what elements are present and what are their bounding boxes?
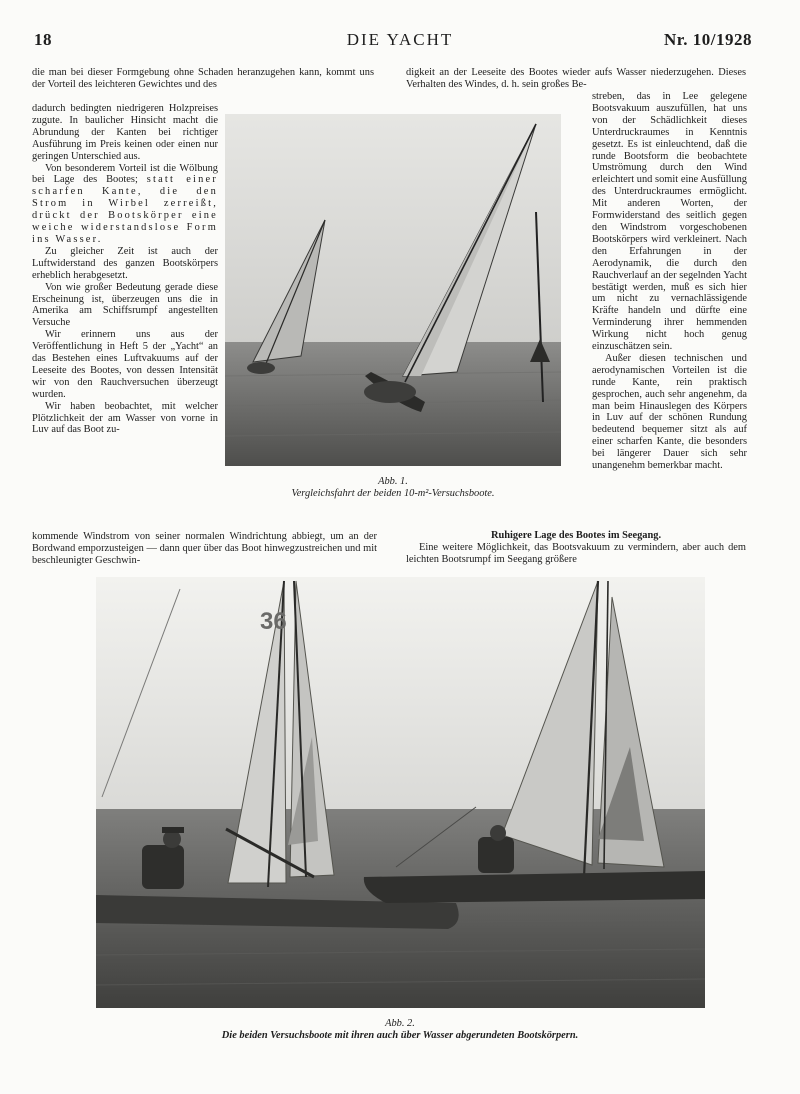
paragraph: Eine weitere Möglichkeit, das Bootsvakuum zu vermindern, aber auch dem leichten Bootsrumpf im Seegang größere <box>406 541 746 565</box>
issue-number: Nr. 10/1928 <box>664 30 752 49</box>
right-bottom-text <box>406 530 746 566</box>
paragraph: dadurch bedingten niedrigeren Holzpreises zugute. In baulicher Hinsicht macht die Abrundung der Kanten bei richtiger Ausführung im Preis keinen oder einen nur geringen Unterschied aus. <box>32 103 218 162</box>
paragraph: kommende Windstrom von seiner normalen Windrichtung abbiegt, um an der Bordwand emporzusteigen — dann quer über das Boot hinwegzustreichen und mit beschleunigter Geschwin- <box>32 531 377 566</box>
paragraph: Wir erinnern uns aus der Veröffentlichung in Heft 5 der „Yacht“ an das Bestehen eines Luftvakuums auf der Leeseite des Bootes, von dessen Intensität wir von den Rauchversuchen überzeugt wurden. <box>32 329 218 400</box>
sail-number: 36 <box>260 608 287 635</box>
paragraph: Von wie großer Bedeutung gerade diese Erscheinung ist, überzeugen uns die in Amerika am Schiffsrumpf angestellten Versuche <box>32 281 218 329</box>
figure-1-photo <box>225 114 561 466</box>
paragraph: Wir haben beobachtet, mit welcher Plötzlichkeit der am Wasser von vorne in Luv auf das Boot zu- <box>32 400 218 436</box>
left-top-text <box>32 67 374 91</box>
figure-1-caption <box>225 476 561 500</box>
right-column <box>592 91 747 472</box>
page-number: 18 <box>34 30 52 49</box>
figure-1-label: Abb. 1. <box>378 476 408 487</box>
section-subheading: Ruhigere Lage des Bootes im Seegang. <box>490 530 662 541</box>
paragraph: Außer diesen technischen und aerodynamischen Vorteilen ist die runde Kante, rein praktisch gesprochen, auch sehr angenehm, da man beim Hinauslegen des Körpers in Luv auf der schönen Rundung bedeutend bequemer sitzt als auf einer scharfen Kante, die besonders bei längerer Dauer sich sehr unangenehm bemerkbar macht. <box>592 352 747 472</box>
journal-title: DIE YACHT <box>346 30 454 49</box>
figure-2-photo <box>96 577 705 1008</box>
left-bottom-text <box>32 531 377 567</box>
paragraph: die man bei dieser Formgebung ohne Schaden heranzugehen kann, kommt uns der Vorteil des leichteren Gewichtes und des <box>32 67 374 90</box>
paragraph: Von besonderem Vorteil ist die Wölbung bei Lage des Bootes; statt einer scharfen Kante, die den Strom in Wirbel zerreißt, drückt der Bootskörper eine weiche widerstandslose Form ins Wasser. <box>32 162 218 245</box>
paragraph: digkeit an der Leeseite des Bootes wieder aufs Wasser niederzugehen. Dieses Verhalten des Windes, d. h. sein großes Be- <box>406 67 746 90</box>
figure-2-caption-text: Die beiden Versuchsboote mit ihren auch über Wasser abgerundeten Bootskörpern. <box>221 1030 579 1041</box>
paragraph: streben, das in Lee gelegene Bootsvakuum auszufüllen, hat uns von der Schädlichkeit dieses Unterdruckraumes in Kenntnis gesetzt. Es ist einleuchtend, daß die runde Bootsform die beobachtete Umströmung durch den Wind erleichtert und somit eine Ausfüllung des Unterdruckraumes ermöglicht. Mit anderen Worten, der Formwiderstand des seitlich gegen den Windstrom vorgeschobenen Bootskörpers wird verkleinert. Nach den Erfahrungen in der Aerodynamik, die durch den Rauchverlauf an der segelnden Yacht bestätigt werden, muß es sich hier um nicht zu vernachlässigende Kräfte handeln und dürfte eine Verminderung ihrer hemmenden Wirkung nicht hoch genug einzuschätzen sein. <box>592 91 747 353</box>
figure-1-caption-text: Vergleichsfahrt der beiden 10-m²-Versuchsboote. <box>291 488 495 499</box>
figure-2-label: Abb. 2. <box>385 1018 415 1029</box>
paragraph: Zu gleicher Zeit ist auch der Luftwiderstand des ganzen Bootskörpers erheblich herabgesetzt. <box>32 245 218 281</box>
spaced-emphasis: statt einer scharfen Kante, die den Strom in Wirbel zerreißt, drückt der Bootskörper eine weiche widerstandslose Form ins Wasser. <box>32 174 218 245</box>
figure-2-caption <box>100 1018 700 1042</box>
left-column <box>32 103 218 436</box>
right-top-text <box>406 67 746 91</box>
